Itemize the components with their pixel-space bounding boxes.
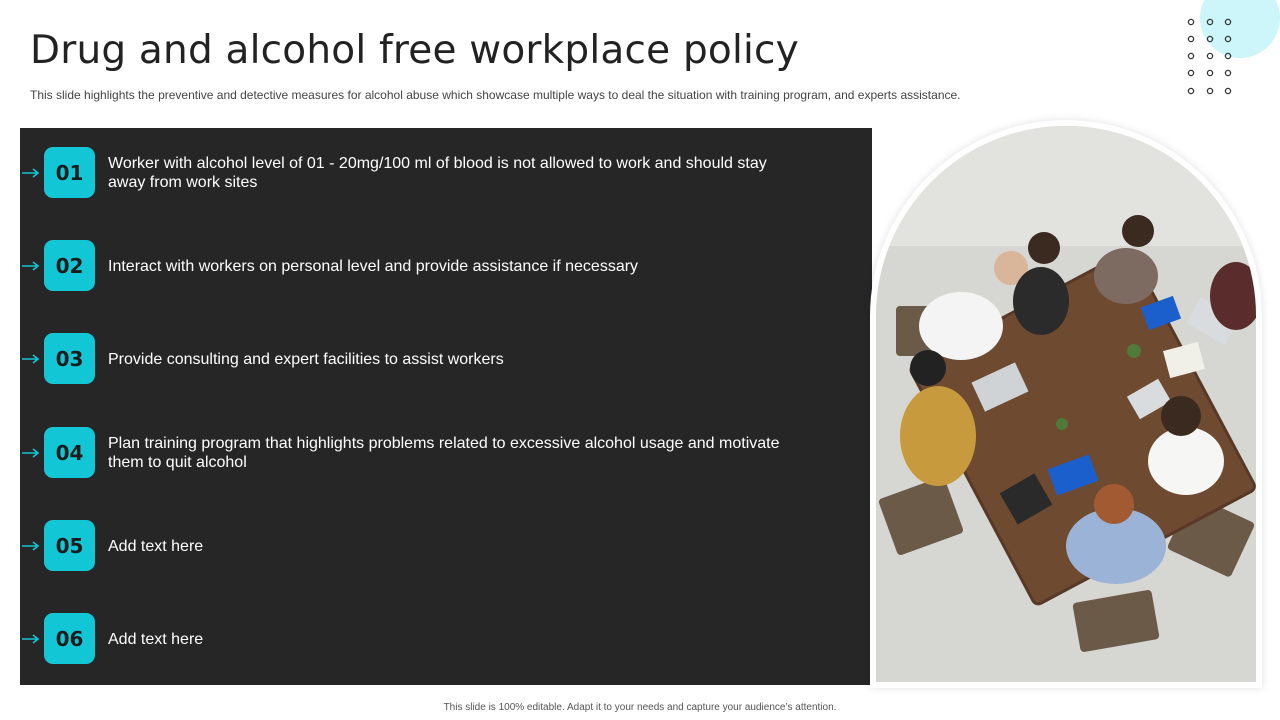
list-item — [20, 147, 872, 199]
item-text: Interact with workers on personal level and provide assistance if necessary — [108, 257, 639, 275]
item-number-badge: 04 — [44, 427, 95, 478]
list-item — [20, 333, 872, 385]
arrow-right-icon — [22, 540, 40, 552]
arrow-right-icon — [22, 353, 40, 365]
page-title: Drug and alcohol free workplace policy — [30, 28, 799, 73]
item-text: Add text here — [108, 630, 204, 648]
policy-panel — [20, 128, 872, 685]
dot-grid-decoration — [1184, 14, 1240, 100]
footer-note: This slide is 100% editable. Adapt it to your needs and capture your audience’s attention. — [443, 702, 837, 713]
arrow-right-icon — [22, 167, 40, 179]
list-item — [20, 520, 872, 572]
team-meeting-illustration — [876, 126, 1256, 682]
list-item — [20, 427, 872, 479]
list-item — [20, 240, 872, 292]
item-text: Worker with alcohol level of 01 - 20mg/100 ml of blood is not allowed to work and should stay away from work sites — [108, 155, 767, 191]
item-text: Provide consulting and expert facilities to assist workers — [108, 350, 504, 368]
arrow-right-icon — [22, 447, 40, 459]
item-number-badge: 02 — [44, 240, 95, 291]
item-number-badge: 06 — [44, 613, 95, 664]
arrow-right-icon — [22, 260, 40, 272]
item-number-badge: 05 — [44, 520, 95, 571]
item-text: Plan training program that highlights problems related to excessive alcohol usage and motivate them to quit alcohol — [108, 435, 780, 471]
list-item — [20, 613, 872, 665]
item-text: Add text here — [108, 537, 204, 555]
item-number-badge: 01 — [44, 147, 95, 198]
page-subtitle: This slide highlights the preventive and detective measures for alcohol abuse which showcase multiple ways to deal the situation with training program, and experts assistance. — [30, 88, 961, 102]
arrow-right-icon — [22, 633, 40, 645]
team-meeting-photo — [876, 126, 1256, 682]
item-number-badge: 03 — [44, 333, 95, 384]
